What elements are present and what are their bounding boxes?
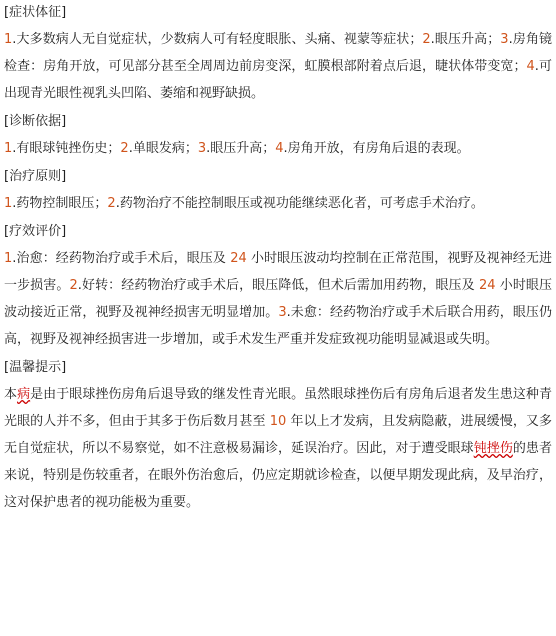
- text-run: .单眼发病；: [128, 141, 198, 156]
- text-run: .眼压升高；: [206, 141, 276, 156]
- text-run: .有眼球钝挫伤史；: [12, 141, 121, 156]
- text-run: 的患者来说，特别是伤较重者，在眼外伤治愈后，仍应定期就诊检查，以便早期发现此病，及早治疗，这对保护患者的视功能极为重要。: [4, 441, 552, 510]
- text-run: .房角开放，有房角后退的表现。: [283, 141, 470, 156]
- text-run: .药物治疗不能控制眼压或视功能继续恶化者，可考虑手术治疗。: [115, 196, 484, 211]
- text-run: .药物控制眼压；: [12, 196, 108, 211]
- text-run: .治愈：经药物治疗或手术后，眼压及: [12, 251, 231, 266]
- text-run: 本: [4, 387, 18, 402]
- text-run: 钝挫伤: [473, 441, 513, 456]
- text-run: 小时眼压波动均控制在正常范围，视野及视神经无进一步损害。: [4, 251, 552, 293]
- text-run: 1: [4, 196, 13, 211]
- text-run: 24: [230, 251, 247, 266]
- text-run: 是由于眼球挫伤房角后退导致的继发性青光眼。虽然眼球挫伤后有房角后退者发生患这种青光眼的人并不多，但由于其多于伤后数月甚至: [4, 387, 552, 429]
- text-run: 4: [526, 59, 535, 74]
- tips-heading: [温馨提示]: [4, 360, 67, 375]
- text-run: 3: [500, 32, 509, 47]
- text-run: .房角镜检查：房角开放，可见部分甚至全周周边前房变深，虹膜根部附着点后退，睫状体带变宽；: [4, 32, 552, 74]
- diagnosis-heading: [诊断依据]: [4, 114, 67, 129]
- treatment-heading: [治疗原则]: [4, 169, 67, 184]
- text-run: .大多数病人无自觉症状，少数病人可有轻度眼胀、头痛、视蒙等症状；: [12, 32, 423, 47]
- text-run: 4: [275, 141, 284, 156]
- text-run: 24: [478, 278, 496, 293]
- text-run: 2: [107, 196, 116, 211]
- text-run: 年以上才发病，且发病隐蔽，进展缓慢，又多无自觉症状，所以不易察觉，如不注意极易漏诊，延误治疗。因此，对于遭受眼球: [4, 414, 552, 456]
- text-run: 3: [197, 141, 207, 156]
- text-run: .好转：经药物治疗或手术后，眼压降低，但术后需加用药物，眼压及: [77, 278, 479, 293]
- text-run: 病: [17, 387, 31, 402]
- text-run: 1: [4, 32, 13, 47]
- text-run: 2: [422, 32, 431, 47]
- text-run: .可出现青光眼性视乳头凹陷、萎缩和视野缺损。: [4, 59, 552, 101]
- text-run: 2: [120, 141, 129, 156]
- text-run: 2: [69, 278, 78, 293]
- treatment-text: [4, 190, 552, 217]
- text-run: .眼压升高；: [430, 32, 501, 47]
- tips-text: [4, 381, 552, 516]
- text-run: 3: [278, 305, 287, 320]
- text-run: .未愈：经药物治疗或手术后联合用药，眼压仍高，视野及视神经损害进一步增加，或手术发生严重并发症致视功能明显减退或失明。: [4, 305, 552, 347]
- text-run: 10: [269, 414, 287, 429]
- evaluation-text: [4, 245, 552, 353]
- text-run: 1: [4, 141, 13, 156]
- symptoms-heading: [症状体征]: [4, 5, 67, 20]
- symptoms-text: [4, 26, 552, 107]
- text-run: 小时眼压波动接近正常，视野及视神经损害无明显增加。: [4, 278, 552, 320]
- diagnosis-text: [4, 135, 552, 162]
- text-run: 1: [4, 251, 13, 266]
- evaluation-heading: [疗效评价]: [4, 224, 67, 239]
